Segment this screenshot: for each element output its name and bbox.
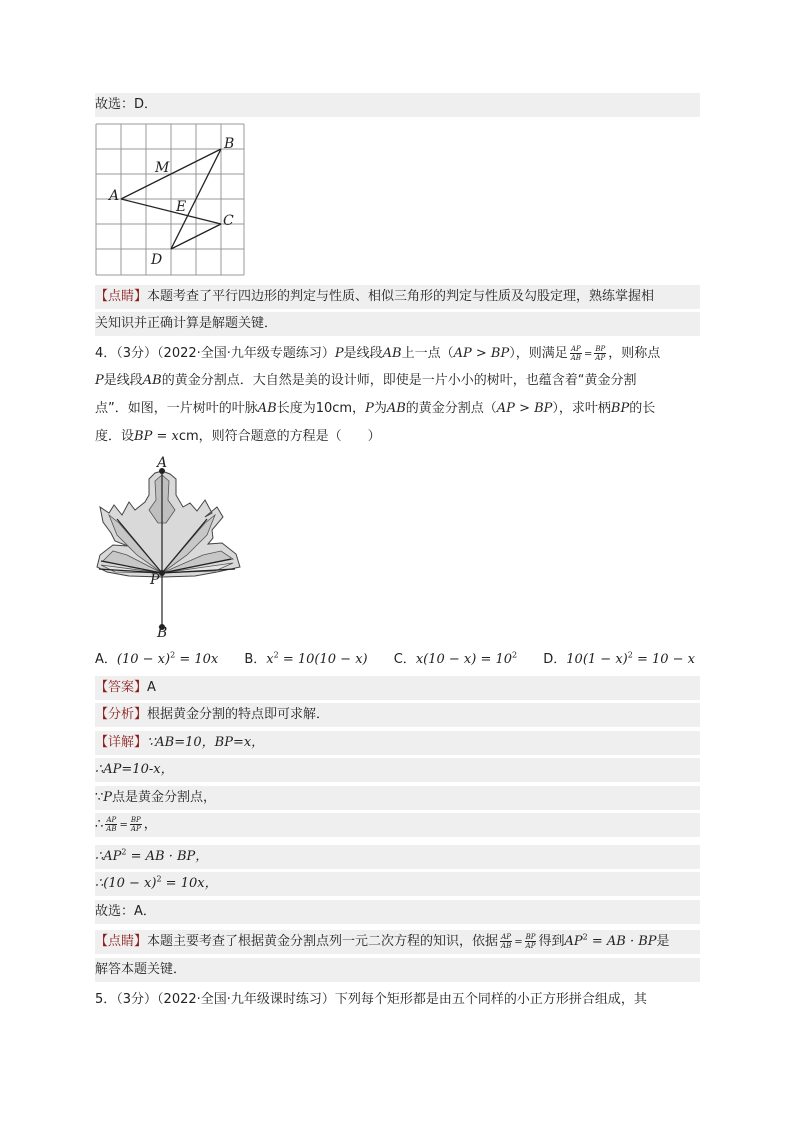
detail-line5: $\therefore AP^2$ = AB · BP， (95, 845, 700, 869)
q4-line3: 点”．如图，一片树叶的叶脉AB长度为10cm，P为AB的黄金分割点（AP > BP），求叶柄BP的长 (95, 401, 656, 416)
q4-line2: P是线段AB的黄金分割点．大自然是美的设计师，即使是一片小小的树叶，也蕴含着“黄金分割 (95, 373, 637, 388)
grid-figure (95, 120, 245, 278)
option-c: C．$x(10 - x) = 10^2$ (393, 650, 518, 667)
comment-fraction-bp-ap: $\frac{BP}{AP}$ (525, 933, 536, 950)
q3-comment-line2: 关知识并正确计算是解题关键． (95, 312, 700, 336)
fraction-bp-ap: $\frac{BP}{AP}$ (595, 345, 606, 362)
q5-line1: 5．（3分）（2022·全国·九年级课时练习）下列每个矩形都是由五个同样的小正方形拼合组成，其 (95, 992, 647, 1007)
point-p (159, 570, 165, 576)
q4-line1: 4．（3分）（2022·全国·九年级专题练习）P是线段AB上一点（AP > BP），则满足 $\frac{AP}{AB}$ = $\frac{BP}{AP}$ ，则称点 (95, 345, 661, 362)
analysis-line: 【分析】根据黄金分割的特点即可求解． (95, 703, 700, 727)
comment-fraction-ap-ab: $\frac{AP}{AB}$ (501, 933, 512, 950)
label-c: C (223, 213, 234, 229)
q4-options (95, 648, 700, 672)
label-e: E (176, 199, 187, 215)
detail-fraction-ap-ab: $\frac{AP}{AB}$ (106, 816, 117, 833)
leaf-label-b: B (157, 625, 168, 640)
detail-line4: ∴ $\frac{AP}{AB}$ = $\frac{BP}{AP}$ ， (95, 813, 700, 837)
detail-line3: ∵P点是黄金分割点， (95, 786, 700, 810)
detail-line6: ∴(10 − x)$^2$ = 10x， (95, 872, 700, 896)
q4-line4: 度．设BP = xcm，则符合题意的方程是（ ） (95, 429, 381, 444)
label-b: B (224, 136, 235, 152)
leaf-label-p: P (150, 572, 160, 588)
label-a: A (109, 188, 120, 204)
q4-comment-line1: 【点睛】本题主要考查了根据黄金分割点列一元二次方程的知识，依据 $\frac{AP}{AB}$ = $\frac{BP}{AP}$ 得到$AP^2$ = AB · BP是 (95, 930, 700, 954)
detail-line2: ∴AP=10-x， (95, 758, 700, 782)
detail-line1: 【详解】∵AB=10，BP=x， (95, 731, 700, 755)
option-b: B．$x^2 = 10(10 - x)$ (244, 650, 368, 667)
label-m: M (155, 160, 170, 176)
detail-line7: 故选：A． (95, 900, 700, 924)
detail-fraction-bp-ap: $\frac{BP}{AP}$ (130, 816, 141, 833)
q4-comment-line2: 解答本题关键． (95, 958, 700, 982)
answer-line: 【答案】A (95, 676, 700, 700)
fraction-ap-ab: $\frac{AP}{AB}$ (570, 345, 581, 362)
q3-comment-line1: 【点睛】本题考查了平行四边形的判定与性质、相似三角形的判定与性质及勾股定理，熟练掌握相 (95, 285, 700, 309)
option-d: D．$10(1 - x)^2 = 10 - x$ (543, 650, 696, 667)
label-d: D (151, 252, 163, 268)
q3-choice: 故选：D． (95, 93, 700, 117)
leaf-figure (95, 455, 245, 640)
leaf-label-a: A (157, 455, 168, 471)
option-a: A．$(10 - x)^2 = 10x$ (95, 650, 219, 667)
